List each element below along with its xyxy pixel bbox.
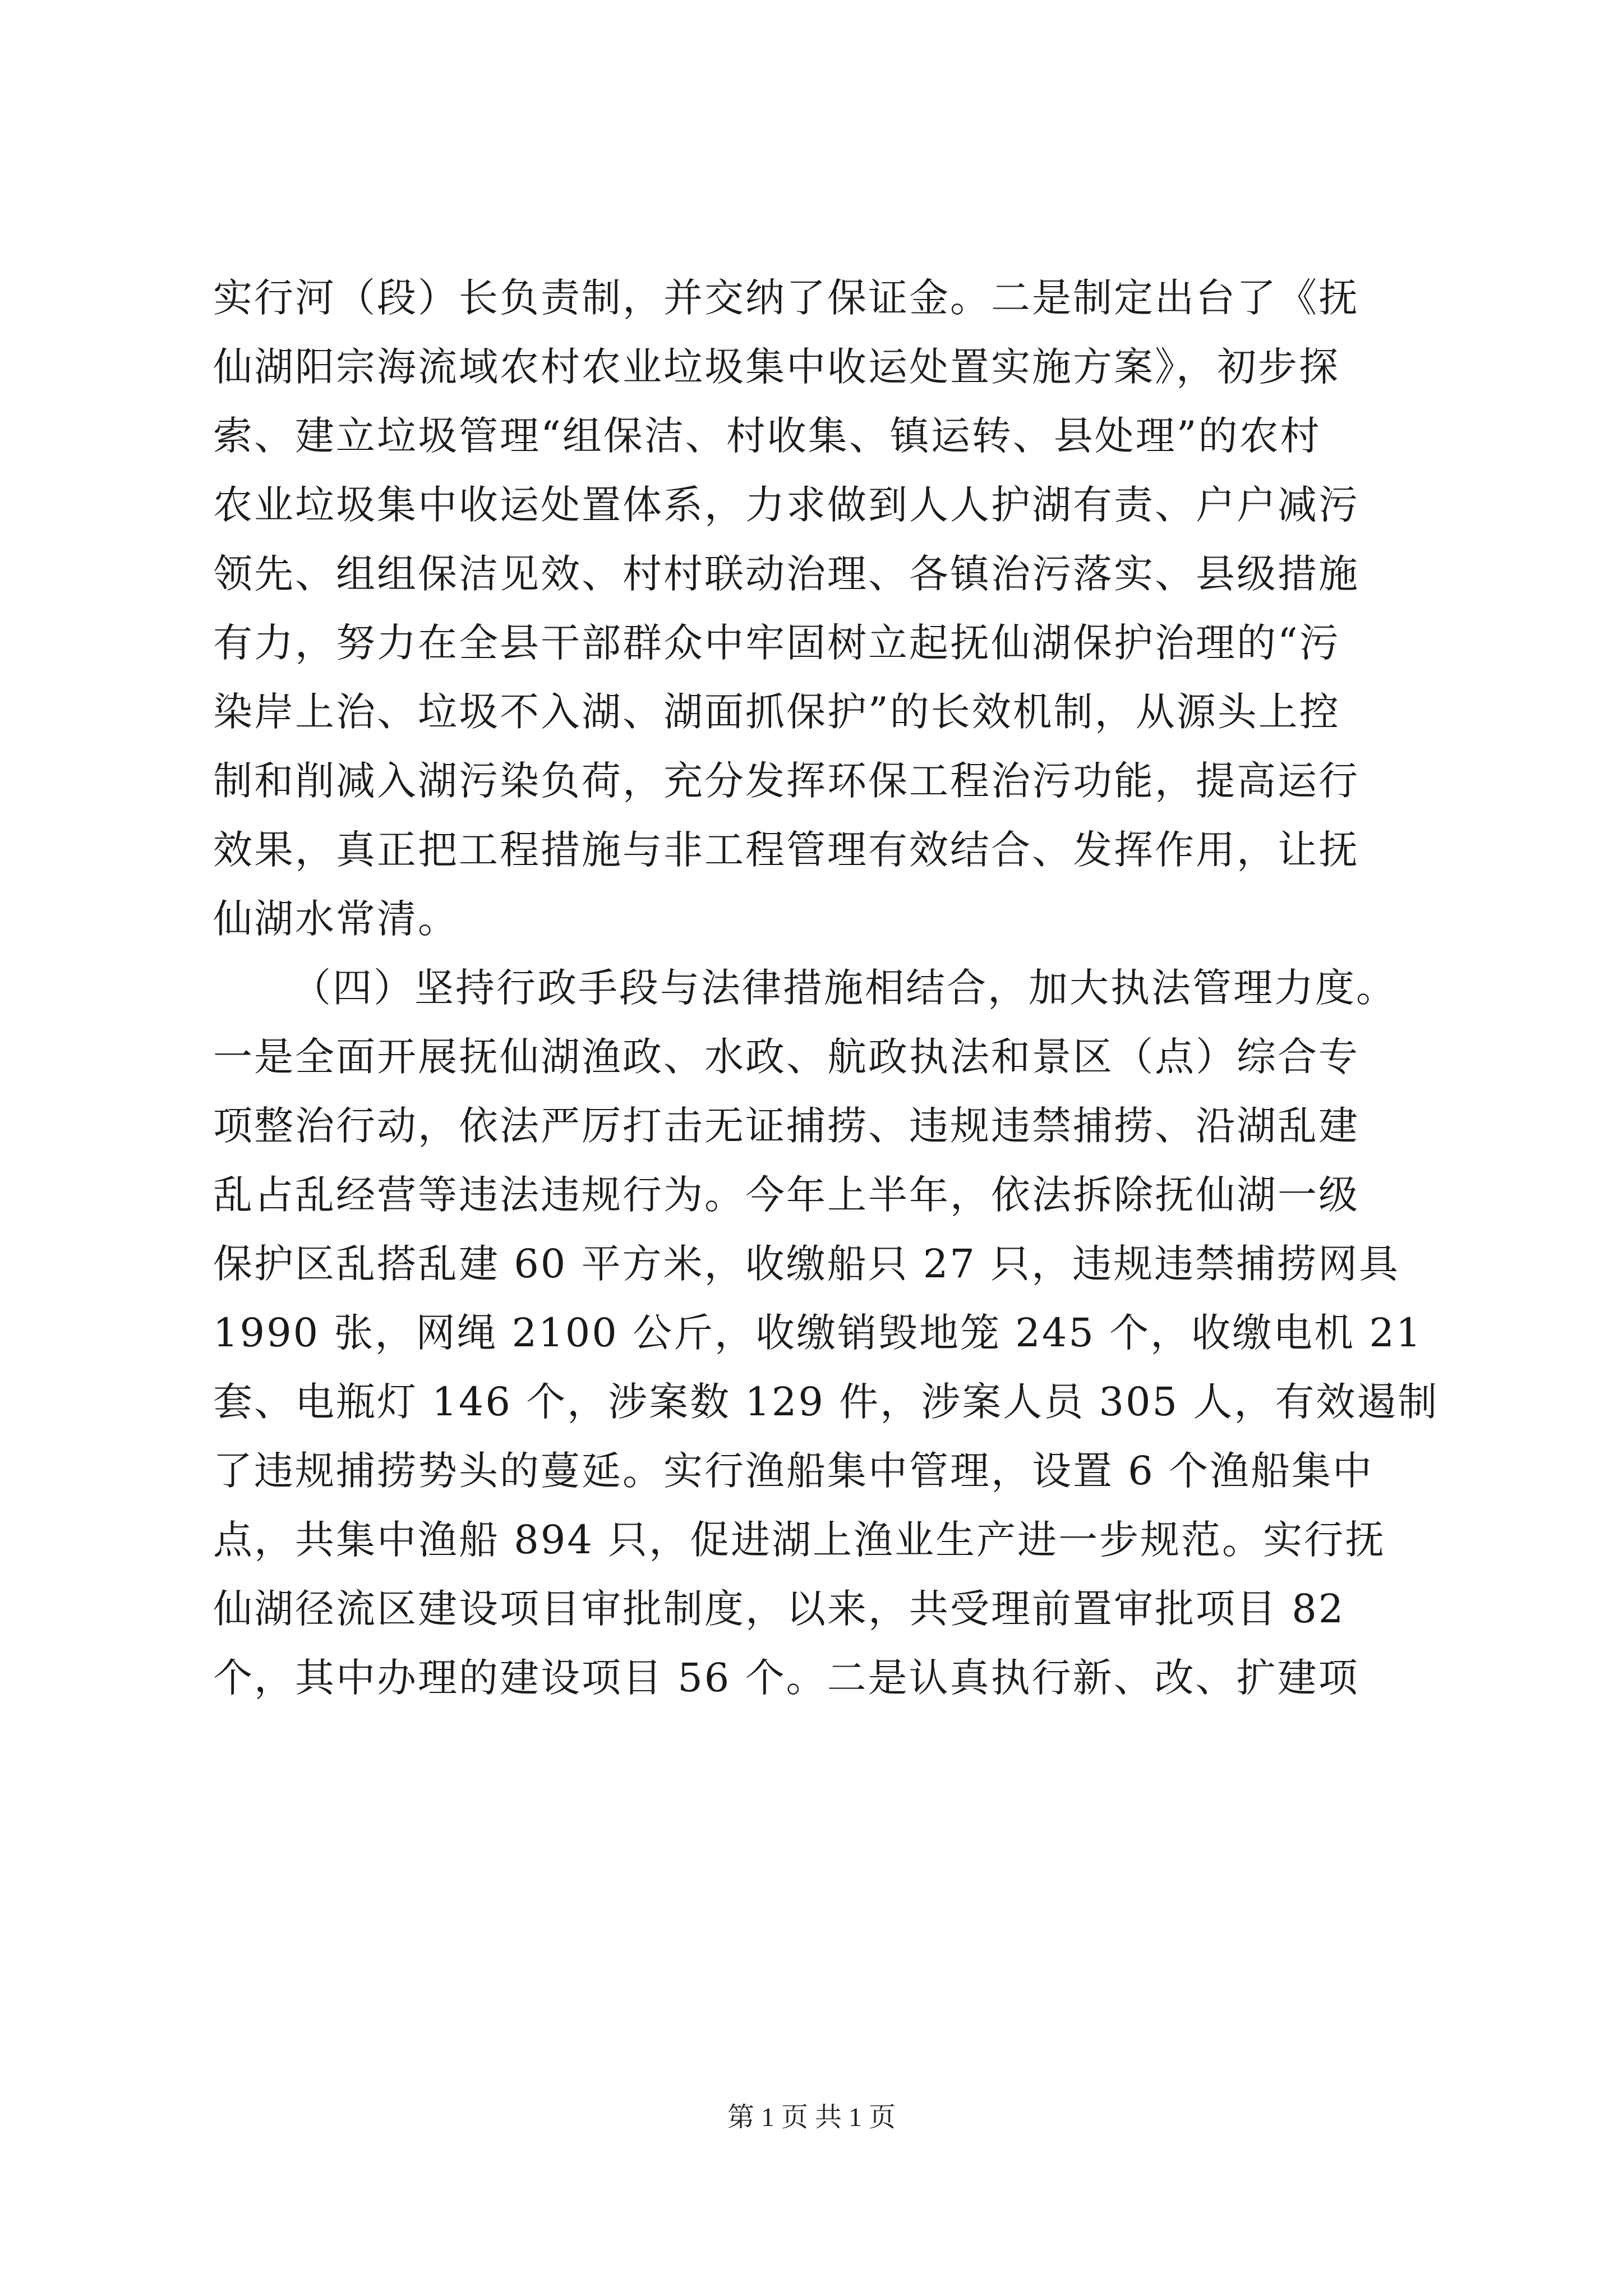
text-line: 点，共集中渔船 894 只，促进湖上渔业生产进一步规范。实行抚 (213, 1517, 1386, 1563)
text-line: 了违规捕捞势头的蔓延。实行渔船集中管理，设置 6 个渔船集中 (213, 1448, 1374, 1494)
text-line: 套、电瓶灯 146 个，涉案数 129 件，涉案人员 305 人，有效遏制 (213, 1379, 1439, 1425)
document-body (213, 264, 1439, 1713)
text-line: 染岸上治、垃圾不入湖、湖面抓保护”的长效机制，从源头上控 (213, 689, 1340, 735)
text-line: 制和削减入湖污染负荷，充分发挥环保工程治污功能，提高运行 (213, 758, 1359, 804)
text-line: 乱占乱经营等违法违规行为。今年上半年，依法拆除抚仙湖一级 (213, 1172, 1359, 1218)
text-line: 仙湖径流区建设项目审批制度，以来，共受理前置审批项目 82 (213, 1586, 1345, 1632)
text-line: 项整治行动，依法严厉打击无证捕捞、违规违禁捕捞、沿湖乱建 (213, 1103, 1359, 1149)
text-line: 农业垃圾集中收运处置体系，力求做到人人护湖有责、户户减污 (213, 482, 1359, 528)
paragraph-2 (213, 954, 1439, 1713)
text-line: 一是全面开展抚仙湖渔政、水政、航政执法和景区（点）综合专 (213, 1034, 1359, 1080)
text-line: 效果，真正把工程措施与非工程管理有效结合、发挥作用，让抚 (213, 827, 1359, 873)
text-line: 保护区乱搭乱建 60 平方米，收缴船只 27 只，违规违禁捕捞网具 (213, 1241, 1400, 1287)
paragraph-1 (213, 264, 1413, 954)
text-line: 个，其中办理的建设项目 56 个。二是认真执行新、改、扩建项 (213, 1655, 1359, 1701)
text-line: 仙湖阳宗海流域农村农业垃圾集中收运处置实施方案》，初步探 (213, 344, 1340, 390)
text-line: 仙湖水常清。 (213, 896, 459, 942)
text-line: 1990 张，网绳 2100 公斤，收缴销毁地笼 245 个，收缴电机 21 (213, 1310, 1423, 1356)
text-line: 实行河（段）长负责制，并交纳了保证金。二是制定出台了《抚 (213, 275, 1359, 321)
text-line: 领先、组组保洁见效、村村联动治理、各镇治污落实、县级措施 (213, 551, 1359, 597)
section-heading-line: （四）坚持行政手段与法律措施相结合，加大执法管理力度。 (292, 965, 1397, 1011)
text-line: 有力，努力在全县干部群众中牢固树立起抚仙湖保护治理的“污 (213, 620, 1340, 666)
text-line: 索、建立垃圾管理“组保洁、村收集、镇运转、县处理”的农村 (213, 413, 1321, 459)
page-footer: 第 1 页 共 1 页 (727, 2102, 896, 2132)
